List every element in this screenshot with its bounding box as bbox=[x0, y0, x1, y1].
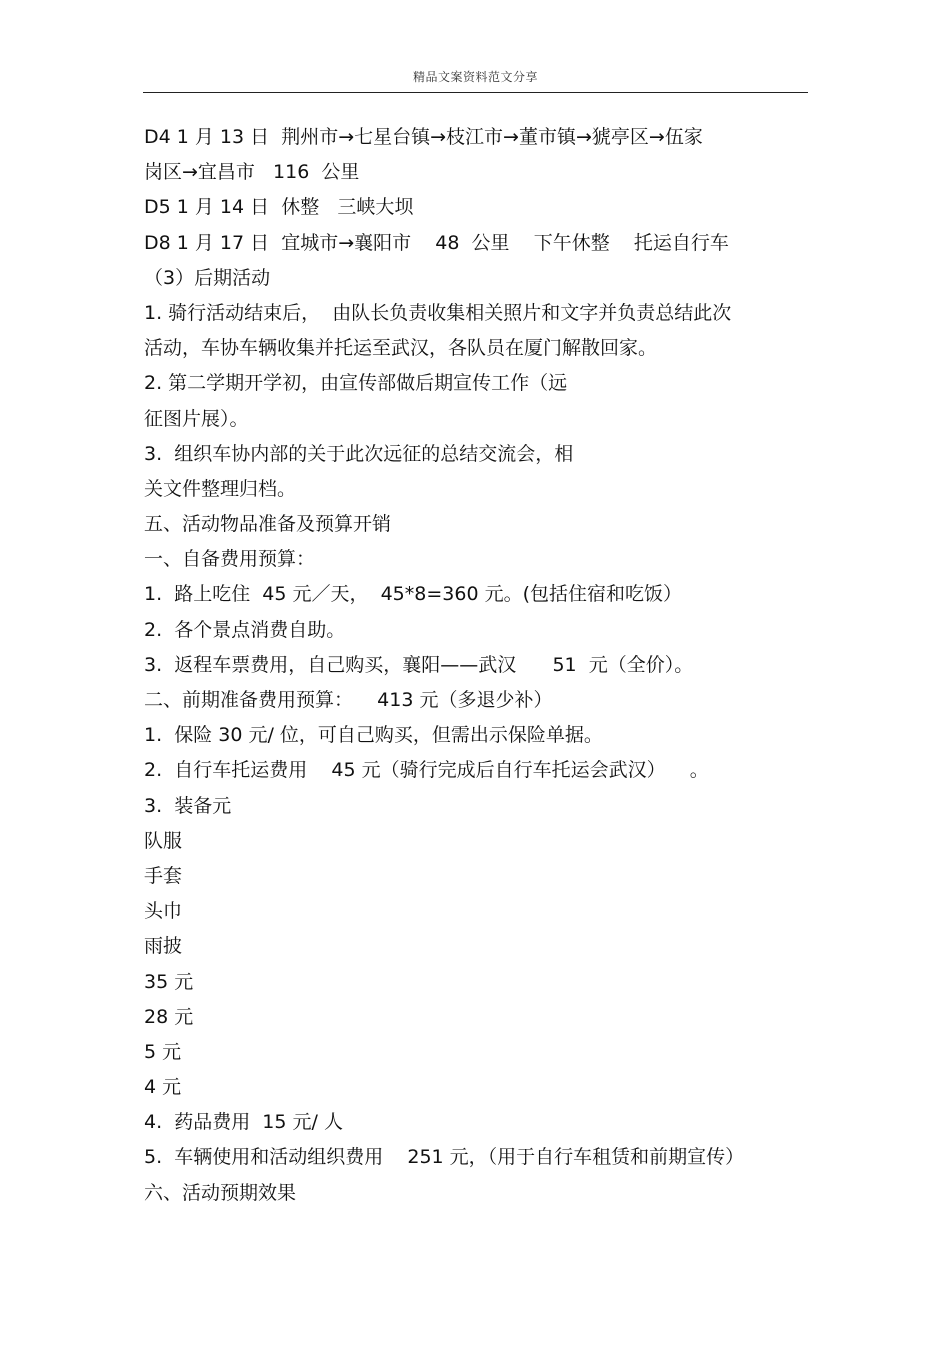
text-line: 活动，车协车辆收集并托运至武汉，各队员在厦门解散回家。 bbox=[144, 337, 658, 360]
text-line: 3. 装备元 bbox=[144, 794, 232, 817]
text-line: 28 元 bbox=[144, 1005, 194, 1028]
text-line: D4 1 月 13 日 荆州市→七星台镇→枝江市→董市镇→猇亭区→伍家 bbox=[144, 126, 703, 148]
text-line: 雨披 bbox=[144, 935, 183, 958]
text-line: 征图片展）。 bbox=[144, 407, 249, 430]
section-heading: 五、活动物品准备及预算开销 bbox=[144, 513, 392, 536]
text-line: 4. 药品费用 15 元/ 人 bbox=[144, 1111, 343, 1134]
text-line: 3. 返程车票费用，自己购买，襄阳——武汉 51 元（全价）。 bbox=[144, 653, 694, 676]
text-line: 2. 自行车托运费用 45 元（骑行完成后自行车托运会武汉） 。 bbox=[144, 759, 709, 782]
text-line: D5 1 月 14 日 休整 三峡大坝 bbox=[144, 196, 414, 219]
section-heading: 一、自备费用预算： bbox=[144, 548, 316, 571]
section-heading: 二、前期准备费用预算： 413 元（多退少补） bbox=[144, 689, 553, 711]
text-line: 4 元 bbox=[144, 1076, 182, 1099]
text-line: 3. 组织车协内部的关于此次远征的总结交流会，相 bbox=[144, 442, 574, 465]
text-line: 头巾 bbox=[144, 900, 183, 923]
text-line: 1. 保险 30 元/ 位，可自己购买，但需出示保险单据。 bbox=[144, 724, 603, 747]
text-line: 关文件整理归档。 bbox=[144, 477, 297, 500]
header-title: 精品文案资料范文分享 bbox=[412, 70, 538, 84]
section-heading: 六、活动预期效果 bbox=[144, 1181, 297, 1204]
document-body bbox=[144, 120, 824, 1211]
text-line: 5. 车辆使用和活动组织费用 251 元，（用于自行车租赁和前期宣传） bbox=[144, 1146, 745, 1169]
text-line: D8 1 月 17 日 宜城市→襄阳市 48 公里 下午休整 托运自行车 bbox=[144, 231, 729, 254]
text-line: 2. 各个景点消费自助。 bbox=[144, 618, 346, 641]
text-line: 5 元 bbox=[144, 1040, 182, 1063]
text-line: 35 元 bbox=[144, 970, 194, 993]
text-line: 1. 路上吃住 45 元／天， 45*8=360 元。(包括住宿和吃饭） bbox=[144, 583, 682, 606]
section-heading: （3）后期活动 bbox=[144, 266, 271, 289]
text-line: 岗区→宜昌市 116 公里 bbox=[144, 161, 360, 184]
text-line: 队服 bbox=[144, 829, 183, 852]
page-header bbox=[143, 64, 808, 93]
text-line: 手套 bbox=[144, 864, 183, 887]
text-line: 1. 骑行活动结束后， 由队长负责收集相关照片和文字并负责总结此次 bbox=[144, 301, 732, 324]
text-line: 2. 第二学期开学初，由宣传部做后期宣传工作（远 bbox=[144, 372, 568, 395]
